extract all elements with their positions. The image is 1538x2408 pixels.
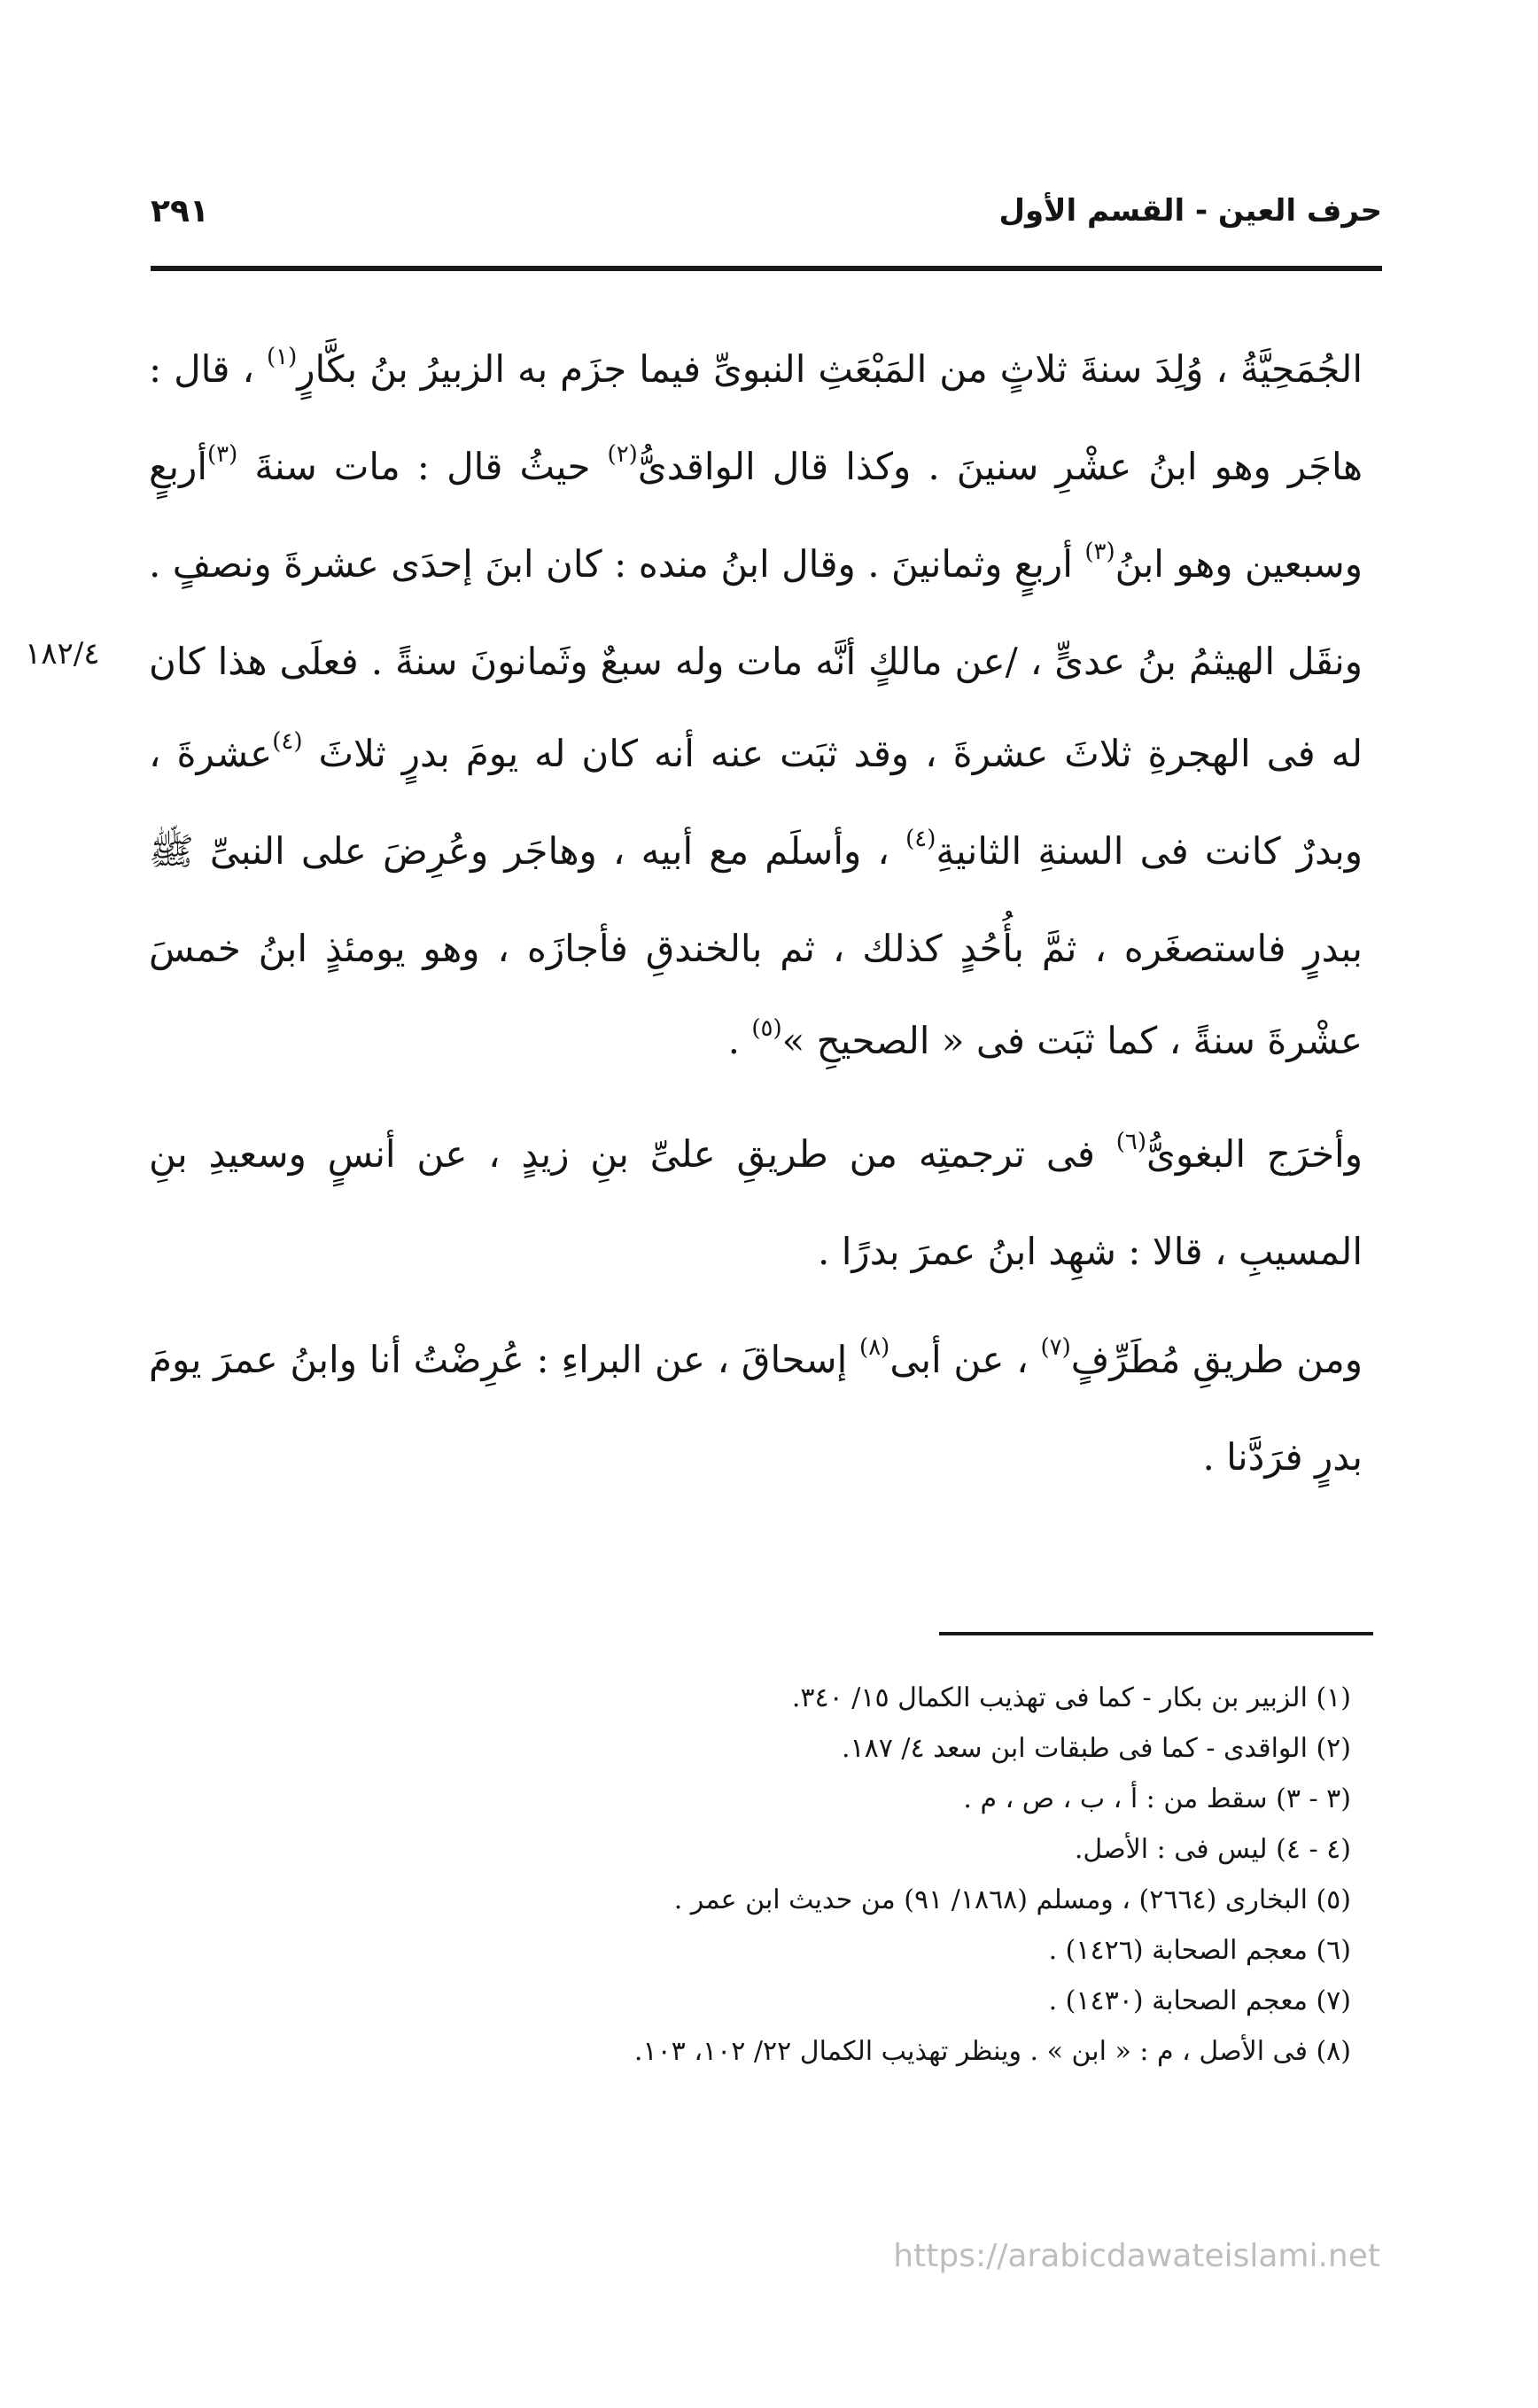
footnote-ref: (٤) bbox=[905, 826, 936, 852]
text-segment: أربعٍ وسبعين وهو ابنُ bbox=[149, 445, 1363, 586]
text-segment: وأخرَج البغوىُّ bbox=[1146, 1132, 1363, 1176]
text-segment: ، عن أبى bbox=[889, 1338, 1041, 1381]
footnote: (٧) معجم الصحابة (١٤٣٠) . bbox=[1048, 1985, 1351, 2016]
main-text bbox=[149, 323, 1363, 1503]
footnote-ref: (٤) bbox=[272, 728, 303, 755]
margin-volume-page-ref: ١٨٢/٤ bbox=[25, 636, 100, 672]
page-header bbox=[151, 184, 1382, 237]
footnotes bbox=[151, 1673, 1351, 2077]
text-segment: . bbox=[727, 1019, 752, 1062]
text-segment: عشرةَ ، وبدرٌ كانت فى السنةِ الثانيةِ bbox=[149, 732, 1363, 873]
paragraph-2 bbox=[149, 1108, 1363, 1298]
text-segment: إسحاقَ ، عن البراءِ : عُرِضْتُ أنا وابنُ عمرَ يومَ بدرٍ فرَدَّنا . bbox=[149, 1338, 1363, 1479]
footnote: (٦) معجم الصحابة (١٤٢٦) . bbox=[1048, 1935, 1351, 1966]
paragraph-1 bbox=[149, 323, 1363, 1092]
footnote-ref: (١) bbox=[266, 344, 298, 370]
footnote: (٥) البخارى (٢٦٦٤) ، ومسلم (١٨٦٨/ ٩١) من حديث ابن عمر . bbox=[673, 1884, 1351, 1915]
text-segment: فى ترجمتِه من طريقِ علىِّ بنِ زيدٍ ، عن أنسٍ وسعيدِ بنِ المسيبِ ، قالا : شهِد ابنُ عمرَ بدرًا . bbox=[149, 1132, 1363, 1273]
footnote-ref: (٥) bbox=[751, 1015, 782, 1042]
footnote: (٨) فى الأصل ، م : « ابن » . وينظر تهذيب الكمال ٢٢/ ١٠٢، ١٠٣. bbox=[633, 2036, 1351, 2067]
footnote: (٣ - ٣) سقط من : أ ، ب ، ص ، م . bbox=[963, 1783, 1351, 1814]
header-rule bbox=[151, 266, 1382, 271]
footnote-ref: (٣) bbox=[207, 441, 238, 468]
footnote: (١) الزبير بن بكار - كما فى تهذيب الكمال ١٥/ ٣٤٠. bbox=[791, 1682, 1351, 1713]
footnote-ref: (٦) bbox=[1115, 1129, 1147, 1155]
text-segment: حيثُ قال : مات سنةَ bbox=[237, 445, 608, 488]
text-segment: ، وأسلَم مع أبيه ، وهاجَر وعُرِضَ على النبىِّ ﷺ ببدرٍ فاستصغَره ، ثمَّ بأُحُدٍ كذلك ، ثم بالخندقِ فأجازَه ، وهو يومئذٍ ابنُ خمسَ عشْرةَ سنةً ، كما ثبَت فى « الصحيحِ » bbox=[149, 829, 1363, 1062]
footnote-ref: (٨) bbox=[859, 1334, 890, 1361]
text-segment: الجُمَحِيَّةُ ، وُلِدَ سنةَ ثلاثٍ من المَبْعَثِ النبوىِّ فيما جزَم به الزبيرُ بنُ بكَّارٍ bbox=[297, 347, 1363, 391]
footnote-ref: (٢) bbox=[607, 441, 638, 468]
running-title: حرف العين - القسم الأول bbox=[998, 193, 1382, 229]
page-number: ٢٩١ bbox=[151, 192, 209, 229]
text-segment: ومن طريقِ مُطَرِّفٍ bbox=[1070, 1338, 1363, 1381]
watermark-url: https://arabicdawateislami.net bbox=[893, 2238, 1380, 2274]
paragraph-3 bbox=[149, 1314, 1363, 1503]
footnote: (٢) الواقدى - كما فى طبقات ابن سعد ٤/ ١٨٧. bbox=[841, 1733, 1351, 1764]
text-segment: ، قال : هاجَر وهو ابنُ عشْرِ سنينَ . وكذا قال الواقدىُّ bbox=[149, 347, 1363, 488]
footnote-ref: (٧) bbox=[1040, 1334, 1071, 1361]
text-segment: أربعٍ وثمانينَ . وقال ابنُ منده : كان ابنَ إحدَى عشرةَ ونصفٍ . ونقَل الهيثمُ بنُ عدىٍّ ، /عن مالكٍ أنَّه مات وله سبعٌ وثَمانونَ سنةً . فعلَى هذا كان له فى الهجرةِ ثلاثَ عشرةَ ، وقد ثبَت عنه أنه كان له يومَ بدرٍ ثلاثَ bbox=[149, 542, 1363, 775]
footnote-rule bbox=[939, 1632, 1373, 1635]
footnote-ref: (٣) bbox=[1084, 539, 1115, 565]
footnote: (٤ - ٤) ليس فى : الأصل. bbox=[1074, 1834, 1351, 1865]
